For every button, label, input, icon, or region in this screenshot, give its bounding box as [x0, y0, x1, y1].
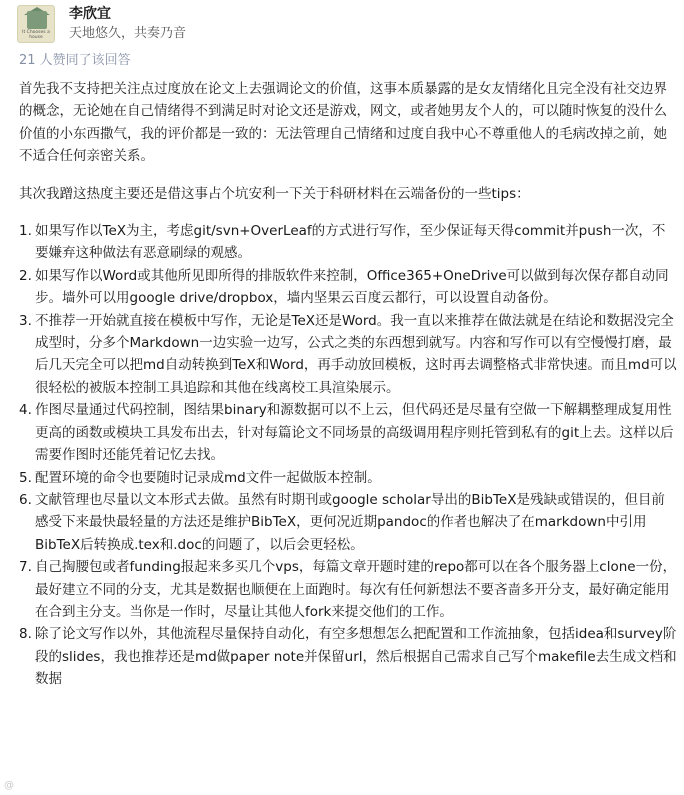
list-item-number: 5. [19, 469, 32, 486]
author-bio: 天地悠久，共奏乃音 [69, 26, 187, 41]
list-item [19, 556, 677, 623]
list-item-number: 1. [19, 223, 32, 240]
list-item-number: 3. [19, 312, 32, 329]
list-item-text: 文献管理也尽量以文本形式去做。虽然有时期刊或google scholar导出的BibTeX是残缺或错误的，但目前感受下来最快最轻量的方法还是维护BibTeX，更何况近期pandoc的作者也解决了在markdown中引用BibTeX后转换成.tex和.doc的问题了，以后会更轻松。 [35, 491, 665, 553]
vote-count[interactable]: 21 人赞同了该回答 [19, 53, 131, 68]
list-item-text: 自己掏腰包或者funding报起来多买几个vps，每篇文章开题时建的repo都可以在各个服务器上clone一份，最好建立不同的分支，尤其是数据也顺便在上面跑时。每次有任何新想法不要吝啬多开分支，最好确定能用在合到主分支。当你是一作时，尽量让其他人fork来提交他们的工作。 [35, 559, 677, 620]
paragraph-1: 首先我不支持把关注点过度放在论文上去强调论文的价值，这事本质暴露的是女友情绪化且完全没有社交边界的概念，无论她在自己情绪得不到满足时对论文还是游戏，网文，或者她男友个人的，可以随时恢复的没什么价值的小东西撒气，我的评价都是一致的：无法管理自己情绪和过度自我中心不尊重他人的毛病改掉之前，她不适合任何亲密关系。 [19, 81, 667, 165]
list-item-number: 4. [19, 402, 32, 419]
list-item [19, 489, 677, 556]
paragraph-2: 其次我蹭这热度主要还是借这事占个坑安利一下关于科研材料在云端备份的一些tips： [19, 185, 530, 202]
list-item [19, 220, 677, 265]
list-item [19, 265, 677, 310]
list-item-text: 如果写作以TeX为主，考虑git/svn+OverLeaf的方式进行写作，至少保证每天得commit并push一次，不要嫌弃这种做法有恶意刷绿的观感。 [35, 223, 666, 262]
author-info [69, 5, 186, 43]
list-item-text: 除了论文写作以外，其他流程尽量保持自动化，有空多想想怎么把配置和工作流抽象，包括idea和survey阶段的slides，我也推荐还是md做paper note并保留url，然后根据自己需求自己写个makefile去生成文档和数据 [35, 626, 677, 688]
tips-list [19, 220, 677, 691]
list-item-text: 配置环境的命令也要随时记录成md文件一起做版本控制。 [35, 469, 381, 486]
list-item-number: 6. [19, 491, 32, 508]
list-item-text: 如果写作以Word或其他所见即所得的排版软件来控制，Office365+OneDrive可以做到每次保存都自动同步。墙外可以用google drive/dropbox，墙内坚果云百度云都行，可以设置自动备份。 [35, 267, 669, 307]
list-item [19, 310, 677, 400]
list-item [19, 399, 677, 466]
list-item-number: 8. [19, 626, 32, 643]
answer-content [19, 78, 677, 691]
author-header [17, 3, 186, 45]
list-item-text: 不推荐一开始就直接在模板中写作，无论是TeX还是Word。我一直以来推荐在做法就是在结论和数据没完全成型时，分多个Markdown一边实验一边写，公式之类的东西想到就写。内容和写作可以有空慢慢打磨，最后几天完全可以把md自动转换到TeX和Word，再手动放回模板，这时再去调整格式非常快速。而且md可以很轻松的被版本控制工具追踪和其他在线离校工具渲染展示。 [35, 312, 677, 396]
list-item [19, 467, 677, 489]
avatar-text: It Chooses a house [22, 30, 50, 40]
list-item [19, 623, 677, 690]
list-item-text: 作图尽量通过代码控制，图结果binary和源数据可以不上云，但代码还是尽量有空做一下解耦整理成复用性更高的函数或模块工具发布出去，针对每篇论文不同场景的高级调用程序则托管到私有的git上去。这样以后需要作图时还能凭着记忆去找。 [35, 402, 674, 464]
list-item-number: 2. [19, 267, 32, 284]
avatar[interactable] [17, 5, 55, 43]
avatar-house-shape [27, 11, 47, 29]
watermark: @ [4, 780, 14, 791]
author-name[interactable]: 李欣宜 [69, 6, 111, 22]
list-item-number: 7. [19, 559, 32, 576]
